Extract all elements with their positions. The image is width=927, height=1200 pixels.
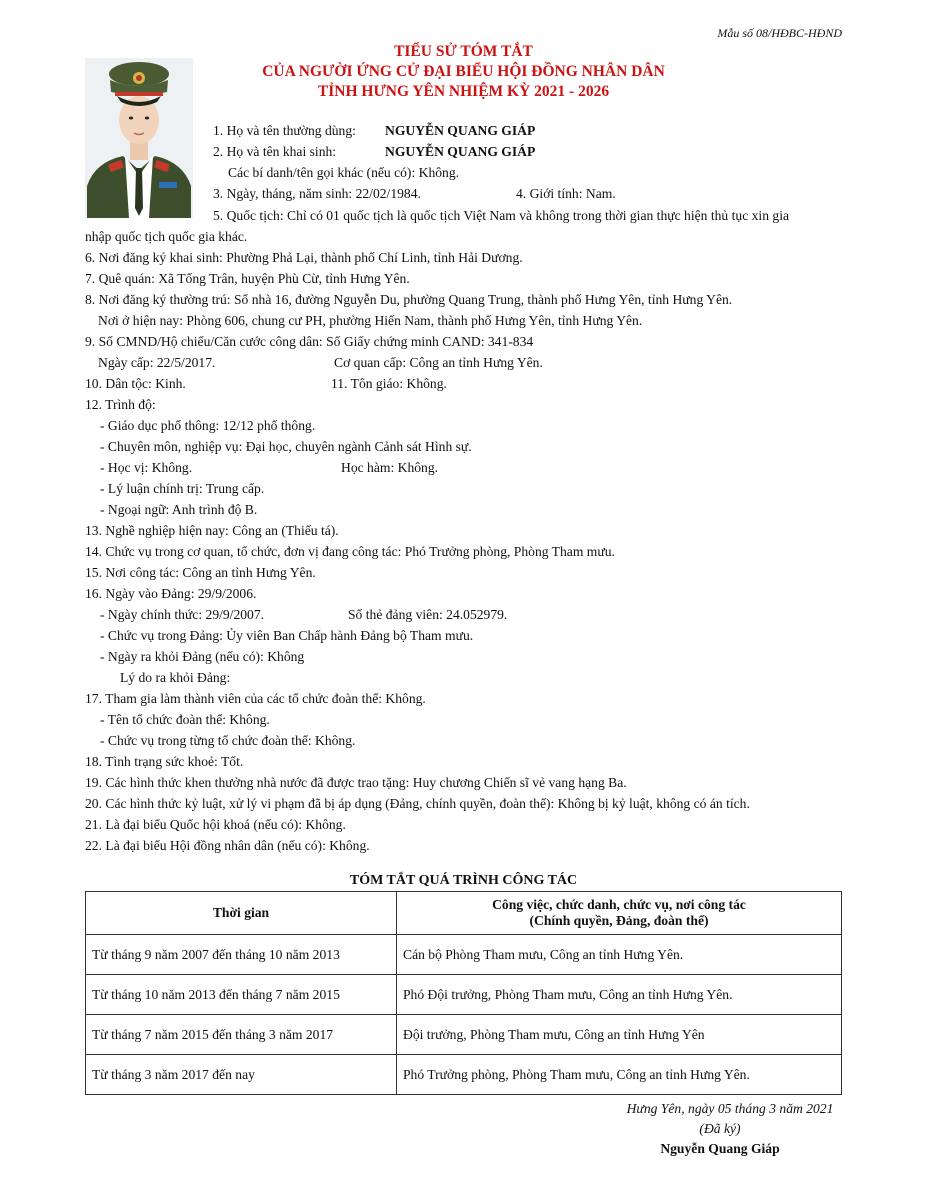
column-header-job-line1: Công việc, chức danh, chức vụ, nơi công tác: [492, 897, 746, 912]
birth-name-label: 2. Họ và tên khai sinh:: [213, 144, 337, 159]
form-number: Mẫu số 08/HĐBC-HĐND: [717, 26, 842, 40]
signature-name: Nguyễn Quang Giáp: [660, 1141, 780, 1156]
bio-line-3: 3. Ngày, tháng, năm sinh: 22/02/1984.: [213, 186, 421, 201]
bio-line-21: 21. Là đại biểu Quốc hội khoá (nếu có): Không.: [85, 817, 346, 832]
portrait-photo: [85, 58, 193, 218]
table-row: [86, 1015, 842, 1055]
bio-line-12d: - Lý luận chính trị: Trung cấp.: [100, 481, 265, 496]
bio-line-16a: - Ngày chính thức: 29/9/2007.: [100, 607, 265, 622]
cell-time: Từ tháng 10 năm 2013 đến tháng 7 năm 2015: [86, 975, 397, 1015]
work-history-title: TÓM TẮT QUÁ TRÌNH CÔNG TÁC: [349, 873, 578, 888]
bio-line-19: 19. Các hình thức khen thưởng nhà nước đã được trao tặng: Huy chương Chiến sĩ vẻ vang hạng Ba.: [85, 775, 627, 790]
bio-line-9b: Ngày cấp: 22/5/2017.: [98, 355, 216, 370]
bio-line-9a: 9. Số CMND/Hộ chiếu/Căn cước công dân: Số Giấy chứng minh CAND: 341-834: [85, 334, 534, 349]
cell-job: Đội trưởng, Phòng Tham mưu, Công an tỉnh Hưng Yên: [397, 1015, 842, 1055]
bio-line-17a: - Tên tổ chức đoàn thể: Không.: [100, 712, 270, 727]
column-header-job: [397, 892, 842, 935]
bio-line-8a: 8. Nơi đăng ký thường trú: Số nhà 16, đường Nguyễn Du, phường Quang Trung, thành phố Hưng Yên, tỉnh Hưng Yên.: [85, 292, 733, 307]
bio-line-16d: Lý do ra khỏi Đảng:: [120, 670, 231, 685]
column-header-time: Thời gian: [86, 892, 397, 935]
title-line-3: TỈNH HƯNG YÊN NHIỆM KỲ 2021 - 2026: [317, 83, 610, 100]
bio-line-14: 14. Chức vụ trong cơ quan, tổ chức, đơn vị đang công tác: Phó Trưởng phòng, Phòng Tham mưu.: [85, 544, 615, 559]
cell-job: Phó Đội trưởng, Phòng Tham mưu, Công an tỉnh Hưng Yên.: [397, 975, 842, 1015]
cell-time: Từ tháng 9 năm 2007 đến tháng 10 năm 2013: [86, 935, 397, 975]
common-name-value: NGUYỄN QUANG GIÁP: [385, 123, 536, 138]
bio-line-9c: Cơ quan cấp: Công an tỉnh Hưng Yên.: [334, 355, 543, 370]
signature-place-date: Hưng Yên, ngày 05 tháng 3 năm 2021: [626, 1101, 834, 1116]
bio-alias: Các bí danh/tên gọi khác (nếu có): Không.: [228, 165, 460, 180]
bio-line-5a: 5. Quốc tịch: Chỉ có 01 quốc tịch là quốc tịch Việt Nam và không trong thời gian thực hiện thủ tục xin gia: [213, 208, 790, 223]
cell-time: Từ tháng 7 năm 2015 đến tháng 3 năm 2017: [86, 1015, 397, 1055]
column-header-job-line2: (Chính quyền, Đảng, đoàn thể): [529, 913, 709, 928]
cell-time: Từ tháng 3 năm 2017 đến nay: [86, 1055, 397, 1095]
bio-line-15: 15. Nơi công tác: Công an tỉnh Hưng Yên.: [85, 565, 316, 580]
title-line-2: CỦA NGƯỜI ỨNG CỬ ĐẠI BIỂU HỘI ĐỒNG NHÂN DÂN: [262, 63, 665, 80]
cell-job: Phó Trưởng phòng, Phòng Tham mưu, Công an tỉnh Hưng Yên.: [397, 1055, 842, 1095]
title-line-1: TIỂU SỬ TÓM TẮT: [394, 43, 533, 60]
table-row: [86, 975, 842, 1015]
work-history-table: [85, 891, 842, 1095]
bio-line-16c: - Ngày ra khỏi Đảng (nếu có): Không: [100, 649, 305, 664]
bio-line-16b: - Chức vụ trong Đảng: Ủy viên Ban Chấp hành Đảng bộ Tham mưu.: [100, 628, 474, 643]
bio-line-4: 4. Giới tính: Nam.: [516, 186, 616, 201]
table-row: [86, 1055, 842, 1095]
bio-line-11: 11. Tôn giáo: Không.: [331, 376, 447, 391]
bio-line-7: 7. Quê quán: Xã Tống Trân, huyện Phù Cừ, tỉnh Hưng Yên.: [85, 271, 410, 286]
bio-line-17b: - Chức vụ trong từng tổ chức đoàn thể: Không.: [100, 733, 356, 748]
bio-line-17: 17. Tham gia làm thành viên của các tổ chức đoàn thể: Không.: [85, 691, 426, 706]
bio-line-22: 22. Là đại biểu Hội đồng nhân dân (nếu có): Không.: [85, 838, 370, 853]
bio-line-12b: - Chuyên môn, nghiệp vụ: Đại học, chuyên ngành Cảnh sát Hình sự.: [100, 439, 472, 454]
bio-line-6: 6. Nơi đăng ký khai sinh: Phường Phả Lại, thành phố Chí Linh, tỉnh Hải Dương.: [85, 250, 523, 265]
bio-line-16a2: Số thẻ đảng viên: 24.052979.: [348, 607, 508, 622]
bio-line-20: 20. Các hình thức kỷ luật, xử lý vi phạm đã bị áp dụng (Đảng, chính quyền, đoàn thể): Không bị kỷ luật, không có án tích.: [85, 796, 750, 811]
signature-signed-note: (Đã ký): [699, 1121, 741, 1136]
bio-line-1: [213, 122, 536, 140]
table-row: [86, 935, 842, 975]
bio-line-16: 16. Ngày vào Đảng: 29/9/2006.: [85, 586, 257, 601]
bio-line-8b: Nơi ở hiện nay: Phòng 606, chung cư PH, phường Hiến Nam, thành phố Hưng Yên, tỉnh Hưng Yên.: [98, 313, 643, 328]
table-header-row: [86, 892, 842, 935]
bio-line-10: 10. Dân tộc: Kinh.: [85, 376, 186, 391]
common-name-label: 1. Họ và tên thường dùng:: [213, 123, 356, 138]
bio-line-12: 12. Trình độ:: [85, 397, 156, 412]
cell-job: Cán bộ Phòng Tham mưu, Công an tỉnh Hưng Yên.: [397, 935, 842, 975]
birth-name-value: NGUYỄN QUANG GIÁP: [385, 144, 536, 159]
bio-line-12a: - Giáo dục phổ thông: 12/12 phổ thông.: [100, 418, 316, 433]
bio-line-13: 13. Nghề nghiệp hiện nay: Công an (Thiếu tá).: [85, 523, 339, 538]
bio-line-12e: - Ngoại ngữ: Anh trình độ B.: [100, 502, 258, 517]
bio-line-5b: nhập quốc tịch quốc gia khác.: [85, 229, 248, 244]
bio-line-12c: - Học vị: Không.: [100, 460, 193, 475]
bio-line-12c2: Học hàm: Không.: [341, 460, 439, 475]
bio-line-18: 18. Tình trạng sức khoẻ: Tốt.: [85, 754, 244, 769]
bio-line-2: [213, 143, 536, 161]
